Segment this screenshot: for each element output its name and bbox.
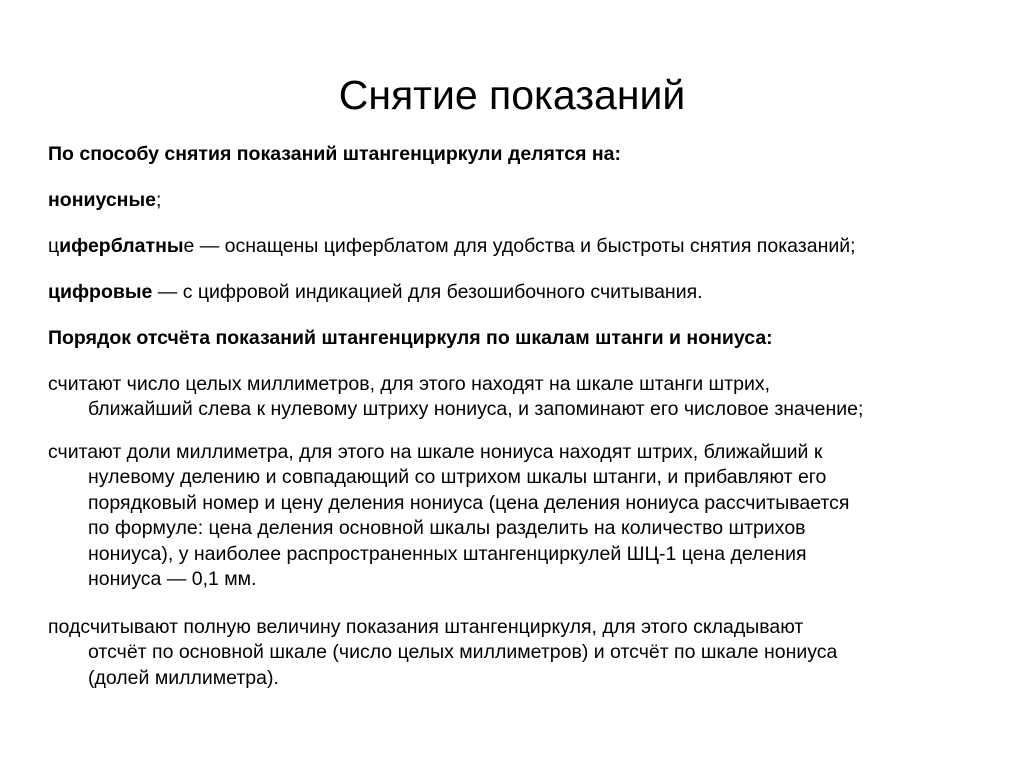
slide-title: Снятие показаний: [338, 72, 686, 118]
order-heading: Порядок отсчёта показаний штангенциркуля по шкалам штанги и нониуса:: [48, 327, 773, 349]
type-item-digital: цифровые — с цифровой индикацией для безошибочного считывания.: [48, 281, 703, 303]
type-item-dial: циферблатные — оснащены циферблатом для удобства и быстроты снятия показаний;: [48, 235, 856, 257]
type-item-vernier: нониусные;: [48, 189, 162, 211]
intro-heading: По способу снятия показаний штангенциркули делятся на:: [48, 143, 621, 165]
